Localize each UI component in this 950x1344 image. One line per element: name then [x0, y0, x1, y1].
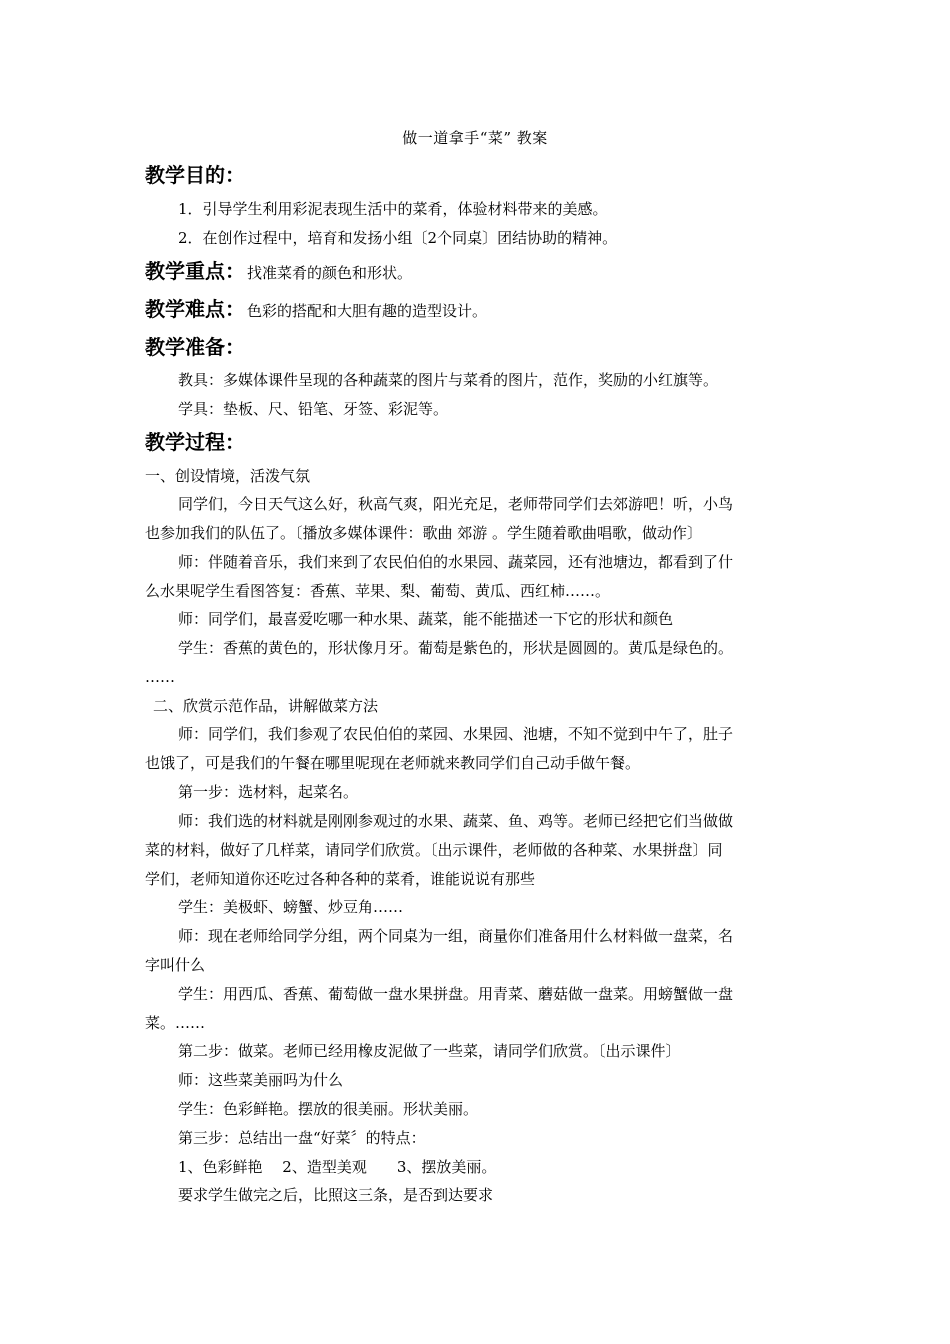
section-2-para-4-line-1: 师：现在老师给同学分组，两个同桌为一组，商量你们准备用什么材料做一盘菜，名	[178, 927, 734, 945]
section-2-para-2-line-3: 学们，老师知道你还吃过各种各种的菜肴，谁能说说有那些	[145, 870, 536, 888]
difficulty-row	[145, 296, 487, 324]
section-1-para-1-line-2: 也参加我们的队伍了。〔播放多媒体课件：歌曲 郊游 。学生随着歌曲唱歌，做动作〕	[145, 524, 703, 542]
section-1-para-1-line-1: 同学们，今日天气这么好，秋高气爽，阳光充足，老师带同学们去郊游吧！听，小鸟	[178, 495, 734, 513]
preparation-item-1: 教具：多媒体课件呈现的各种蔬菜的图片与菜肴的图片，范作，奖励的小红旗等。	[178, 371, 719, 389]
section-2-para-7: 学生：色彩鲜艳。摆放的很美丽。形状美丽。	[178, 1100, 479, 1118]
difficulty-text: 色彩的搭配和大胆有趣的造型设计。	[247, 302, 488, 320]
preparation-heading: 教学准备：	[145, 335, 245, 359]
section-2-para-2-line-2: 菜的材料，做好了几样菜，请同学们欣赏。〔出示课件，老师做的各种菜、水果拼盘〕同	[145, 841, 723, 859]
section-1-para-4-line-1: 学生：香蕉的黄色的，形状像月牙。葡萄是紫色的，形状是圆圆的。黄瓜是绿色的。	[178, 639, 734, 657]
section-1-title: 一、创设情境，活泼气氛	[145, 467, 311, 485]
section-2-features: 1、色彩鲜艳 2、造型美观 3、摆放美丽。	[178, 1158, 497, 1176]
section-2-para-1-line-1: 师：同学们，我们参观了农民伯伯的菜园、水果园、池塘，不知不觉到中午了，肚子	[178, 725, 734, 743]
section-2-para-3: 学生：美极虾、螃蟹、炒豆角……	[178, 898, 404, 916]
objective-item-2: 2．在创作过程中，培育和发扬小组〔2个同桌〕团结协助的精神。	[178, 229, 618, 247]
section-1-para-2-line-1: 师：伴随着音乐，我们来到了农民伯伯的水果园、蔬菜园，还有池塘边，都看到了什	[178, 553, 734, 571]
key-point-heading: 教学重点：	[145, 259, 245, 283]
document-title: 做一道拿手“菜” 教案	[402, 129, 548, 147]
preparation-item-2: 学具：垫板、尺、铅笔、牙签、彩泥等。	[178, 400, 449, 418]
section-2-step-1: 第一步：选材料，起菜名。	[178, 783, 359, 801]
section-2-para-2-line-1: 师：我们选的材料就是刚刚参观过的水果、蔬菜、鱼、鸡等。老师已经把它们当做做	[178, 812, 734, 830]
section-2-para-1-line-2: 也饿了，可是我们的午餐在哪里呢现在老师就来教同学们自己动手做午餐。	[145, 754, 641, 772]
objectives-heading: 教学目的：	[145, 163, 245, 187]
key-point-text: 找准菜肴的颜色和形状。	[247, 264, 413, 282]
section-2-para-5-line-1: 学生：用西瓜、香蕉、葡萄做一盘水果拼盘。用青菜、蘑菇做一盘菜。用螃蟹做一盘	[178, 985, 734, 1003]
section-1-para-2-line-2: 么水果呢学生看图答复：香蕉、苹果、梨、葡萄、黄瓜、西红柿……。	[145, 582, 611, 600]
section-1-para-4-line-2: ……	[145, 668, 175, 686]
section-1-para-3: 师：同学们，最喜爱吃哪一种水果、蔬菜，能不能描述一下它的形状和颜色	[178, 610, 674, 628]
section-2-title: 二、欣赏示范作品，讲解做菜方法	[153, 697, 379, 715]
section-2-para-4-line-2: 字叫什么	[145, 956, 206, 974]
section-2-para-6: 师：这些菜美丽吗为什么	[178, 1071, 344, 1089]
key-point-row	[145, 258, 412, 286]
objective-item-1: 1．引导学生利用彩泥表现生活中的菜肴，体验材料带来的美感。	[178, 200, 608, 218]
difficulty-heading: 教学难点：	[145, 297, 245, 321]
section-2-para-8: 要求学生做完之后，比照这三条，是否到达要求	[178, 1186, 494, 1204]
section-2-step-3: 第三步：总结出一盘“好菜〞的特点：	[178, 1129, 426, 1147]
section-2-para-5-line-2: 菜。……	[145, 1014, 206, 1032]
process-heading: 教学过程：	[145, 430, 245, 454]
section-2-step-2: 第二步：做菜。老师已经用橡皮泥做了一些菜，请同学们欣赏。〔出示课件〕	[178, 1042, 681, 1060]
